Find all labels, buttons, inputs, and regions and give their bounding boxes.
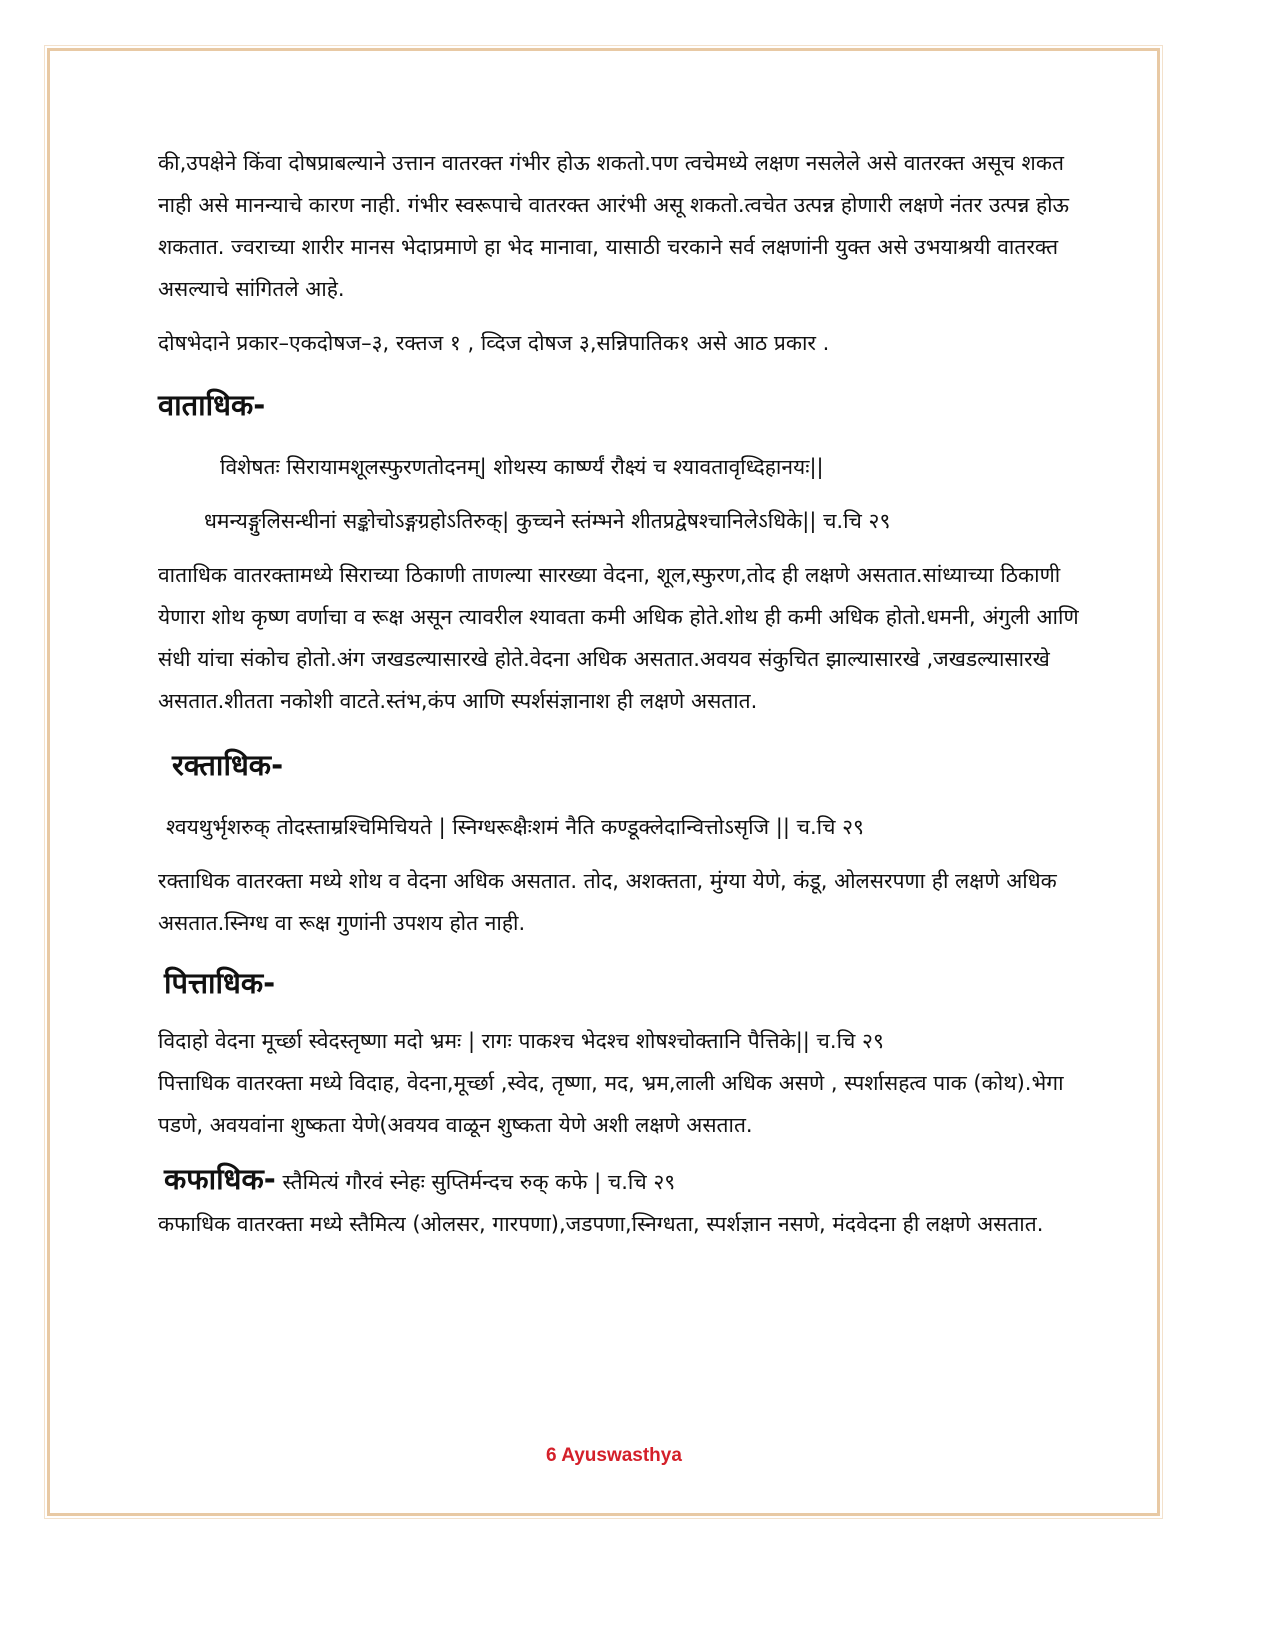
rakta-heading: रक्ताधिक- <box>172 748 284 782</box>
pitta-verse: विदाहो वेदना मूर्च्छा स्वेदस्तृष्णा मदो भ्रमः | रागः पाकश्च भेदश्च शोषश्चोक्तानि पैत्तिके|| च.चि २९ <box>158 1029 884 1053</box>
vata-description: वाताधिक वातरक्तामध्ये सिराच्या ठिकाणी ताणल्या सारख्या वेदना, शूल,स्फुरण,तोद ही लक्षणे असतात.सांध्याच्या ठिकाणी येणारा शोथ कृष्ण वर्णाचा व रूक्ष असून त्यावरील श्यावता कमी अधिक होते.शोथ ही कमी अधिक होतो.धमनी, अंगुली आणि संधी यांचा संकोच होतो.अंग जखडल्यासारखे होते.वेदना अधिक असतात.अवयव संकुचित झाल्यासारखे ,जखडल्यासारखे असतात.शीतता नकोशी वाटते.स्तंभ,कंप आणि स्पर्शसंज्ञानाश ही लक्षणे असतात. <box>158 563 1079 713</box>
page-footer: 6 Ayuswasthya <box>546 1445 682 1466</box>
rakta-description: रक्ताधिक वातरक्ता मध्ये शोथ व वेदना अधिक असतात. तोद, अशक्तता, मुंग्या येणे, कंडू, ओलसरपणा ही लक्षणे अधिक असतात.स्निग्ध वा रूक्ष गुणांनी उपशय होत नाही. <box>158 869 1057 935</box>
pitta-description: पित्ताधिक वातरक्ता मध्ये विदाह, वेदना,मूर्च्छा ,स्वेद, तृष्णा, मद, भ्रम,लाली अधिक असणे , स्पर्शासहत्व पाक (कोथ).भेगा पडणे, अवयवांना शुष्कता येणे(अवयव वाळून शुष्कता येणे अशी लक्षणे असतात. <box>158 1071 1064 1137</box>
vata-verse-1: विशेषतः सिरायामशूलस्फुरणतोदनम्| शोथस्य कार्ष्ण्यं रौक्ष्यं च श्यावतावृध्दिहानयः|| <box>220 455 824 479</box>
page-content <box>158 142 1088 1245</box>
kapha-verse: स्तैमित्यं गौरवं स्नेहः सुप्तिर्मन्दच रुक् कफे | च.चि २९ <box>275 1170 676 1194</box>
vata-verse-2: धमन्यङ्गुलिसन्धीनां सङ्कोचोऽङ्गग्रहोऽतिरुक्| कुच्चने स्तंम्भने शीतप्रद्वेषश्चानिलेऽधिके|| च.चि २९ <box>204 509 891 533</box>
rakta-verse: श्वयथुर्भृशरुक् तोदस्ताम्रश्चिमिचियते | स्निग्धरूक्षैःशमं नैति कण्डूक्लेदान्वित्तोऽसृजि || च.चि २९ <box>166 815 864 839</box>
vata-heading: वाताधिक- <box>158 388 266 422</box>
pitta-heading: पित्ताधिक- <box>164 966 276 1000</box>
kapha-heading: कफाधिक- <box>164 1162 276 1196</box>
types-paragraph: दोषभेदाने प्रकार–एकदोषज–३, रक्तज १ , व्दिज दोषज ३,सन्निपातिक१ असे आठ प्रकार . <box>158 331 830 355</box>
kapha-description: कफाधिक वातरक्ता मध्ये स्तैमित्य (ओलसर, गारपणा),जडपणा,स्निग्धता, स्पर्शज्ञान नसणे, मंदवेदना ही लक्षणे असतात. <box>158 1212 1044 1236</box>
intro-paragraph: की,उपक्षेने किंवा दोषप्राबल्याने उत्तान वातरक्त गंभीर होऊ शकतो.पण त्वचेमध्ये लक्षण नसलेले असे वातरक्त असूच शकत नाही असे मानन्याचे कारण नाही. गंभीर स्वरूपाचे वातरक्त आरंभी असू शकतो.त्वचेत उत्पन्न होणारी लक्षणे नंतर उत्पन्न होऊ शकतात. ज्वराच्या शारीर मानस भेदाप्रमाणे हा भेद मानावा, यासाठी चरकाने सर्व लक्षणांनी युक्त असे उभयाश्रयी वातरक्त असल्याचे सांगितले आहे. <box>158 151 1070 301</box>
kapha-line <box>158 1158 1088 1203</box>
